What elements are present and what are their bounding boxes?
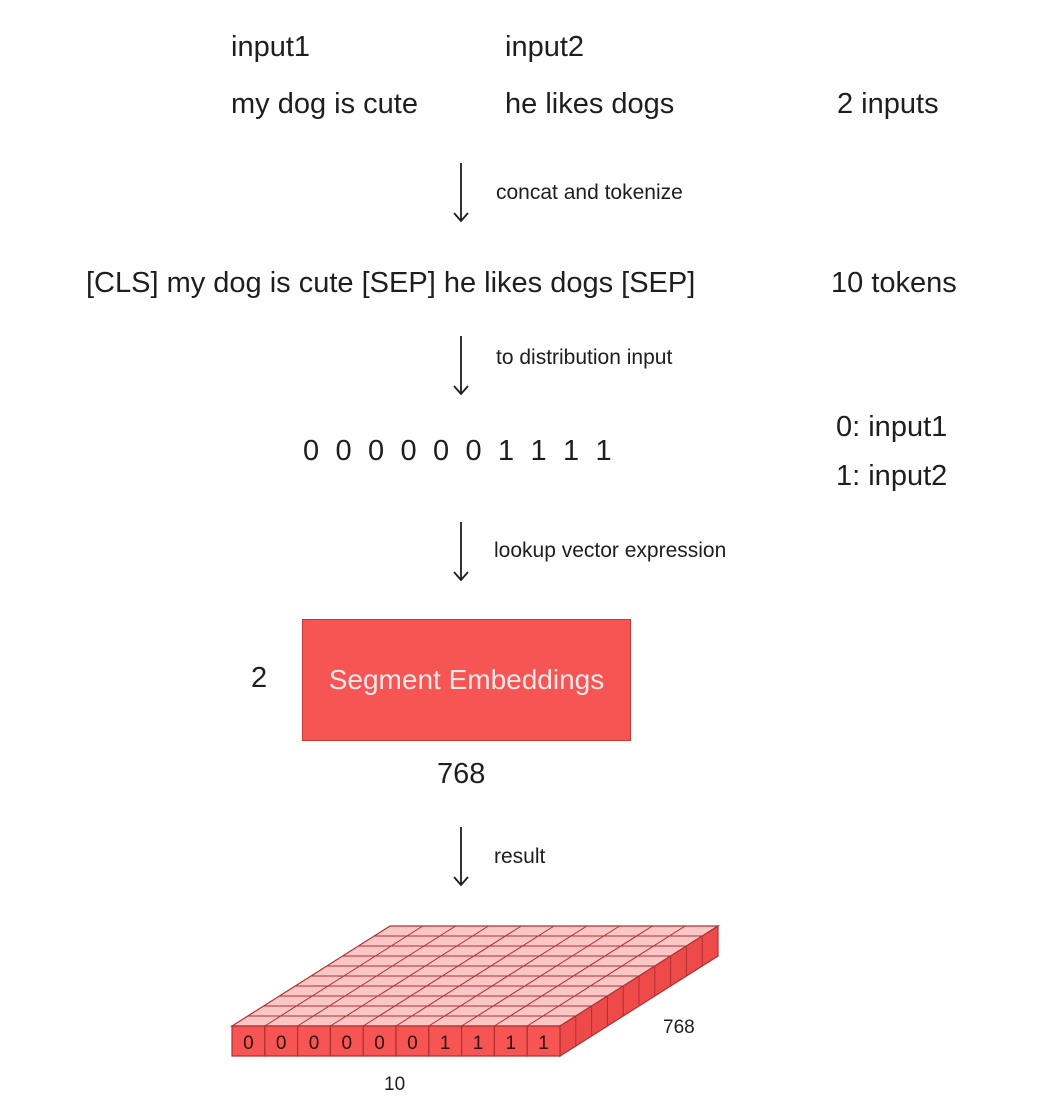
tensor-cell-value: 0 [407,1033,418,1054]
segment-id-value: 1 [595,435,612,467]
segment-id-value: 1 [498,435,515,467]
tensor-width-label: 10 [384,1074,406,1095]
step-result-label: result [494,845,546,868]
segment-id-value: 1 [563,435,580,467]
tensor-cell-value: 1 [439,1033,451,1054]
embedding-dim-label: 768 [437,758,486,790]
legend-input2: 1: input2 [836,460,948,492]
step-distribution-label: to distribution input [496,346,673,369]
step-lookup-label: lookup vector expression [494,539,727,562]
embedding-rows-label: 2 [251,662,268,694]
tensor-cell-value: 0 [341,1033,353,1054]
segment-id-value: 1 [530,435,547,467]
segment-id-value: 0 [335,435,352,467]
tensor-cell-value: 0 [243,1033,254,1054]
token-count: 10 tokens [831,267,957,299]
input2-label: input2 [505,31,585,63]
input2-text: he likes dogs [505,88,675,120]
tensor-cell-value: 0 [275,1033,287,1054]
segment-id-value: 0 [465,435,482,467]
tensor-cell-value: 1 [505,1033,517,1054]
inputs-count: 2 inputs [837,88,939,120]
segment-id-value: 0 [368,435,385,467]
step-concat-label: concat and tokenize [496,181,683,204]
segment-embeddings-label: Segment Embeddings [328,664,605,695]
segment-id-value: 0 [433,435,450,467]
tensor-depth-label: 768 [663,1017,695,1038]
legend-input1: 0: input1 [836,411,948,443]
tensor-cell-value: 1 [472,1033,484,1054]
tensor-cell-value: 0 [374,1033,385,1054]
segment-id-value: 0 [400,435,417,467]
tensor-cell-value: 0 [308,1033,320,1054]
token-sequence: [CLS] my dog is cute [SEP] he likes dogs [SEP] [86,267,696,299]
segment-id-value: 0 [303,435,320,467]
input1-text: my dog is cute [231,88,418,120]
tensor-cell-value: 1 [538,1033,549,1054]
input1-label: input1 [231,31,311,63]
